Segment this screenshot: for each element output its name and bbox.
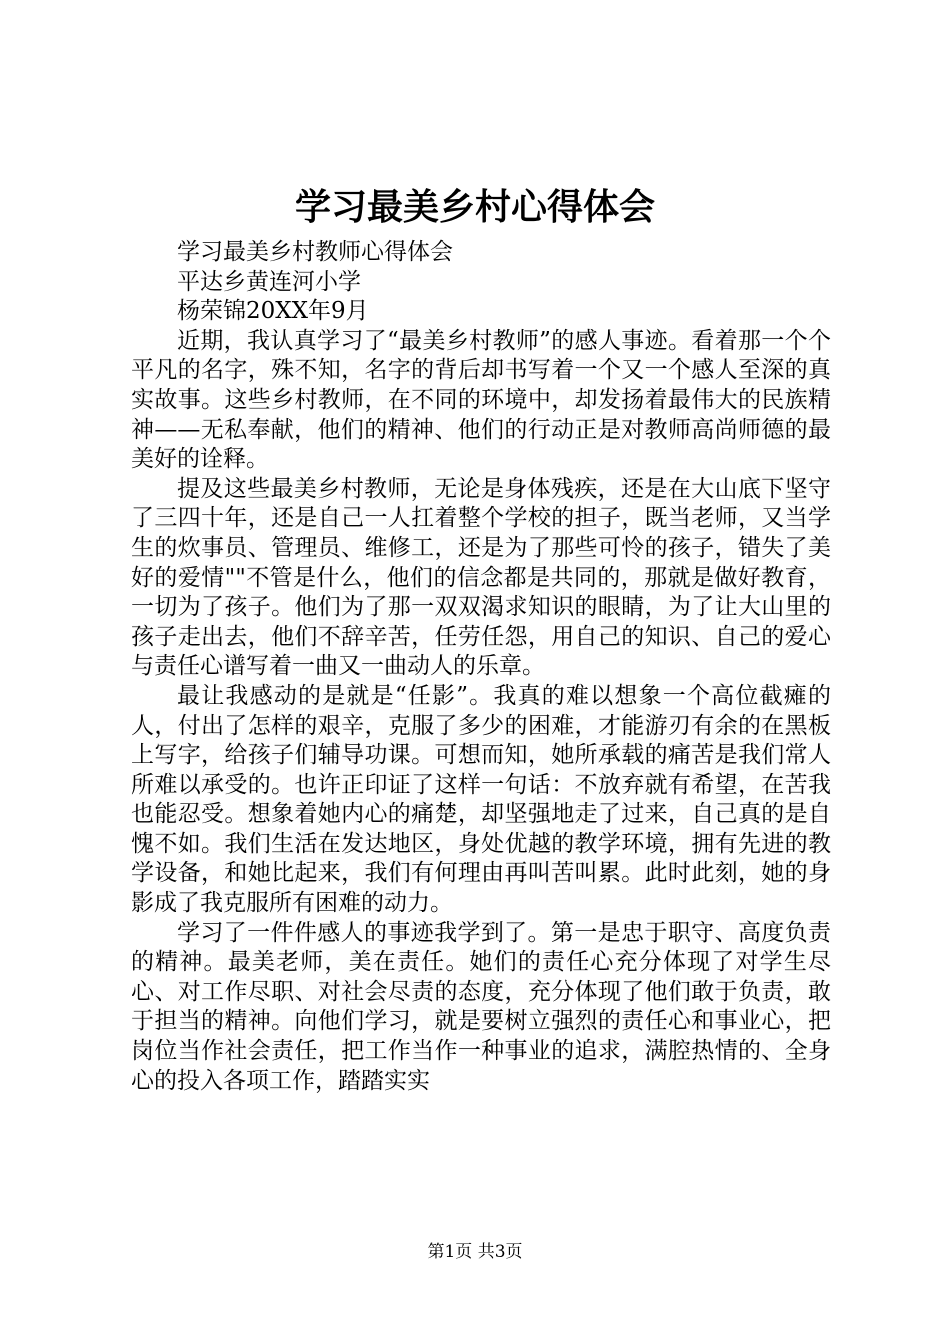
header-line-school: 平达乡黄连河小学 — [177, 268, 361, 295]
paragraph: 学习了一件件感人的事迹我学到了。第一是忠于职守、高度负责的精神。最美老师，美在责任。她们的责任心充分体现了对学生尽心、对工作尽职、对社会尽责的态度，充分体现了他们敢于负责，敢于担当的精神。向他们学习，就是要树立强烈的责任心和事业心，把岗位当作社会责任，把工作当作一种事业的追求，满腔热情的、全身心的投入各项工作，踏踏实实 — [131, 919, 831, 1094]
document-body — [131, 238, 831, 1096]
page-footer: 第1页 共3页 — [427, 1242, 523, 1262]
header-line-author-date: 杨荣锦20XX年9月 — [177, 298, 369, 325]
paragraph: 近期，我认真学习了“最美乡村教师”的感人事迹。看着那一个个平凡的名字，殊不知，名字的背后却书写着一个又一个感人至深的真实故事。这些乡村教师，在不同的环境中，却发扬着最伟大的民族精神——无私奉献，他们的精神、他们的行动正是对教师高尚师德的最美好的诠释。 — [131, 327, 831, 473]
document-title: 学习最美乡村心得体会 — [294, 187, 655, 228]
header-line-subtitle: 学习最美乡村教师心得体会 — [177, 239, 453, 265]
paragraph: 提及这些最美乡村教师，无论是身体残疾，还是在大山底下坚守了三四十年，还是自己一人扛着整个学校的担子，既当老师，又当学生的炊事员、管理员、维修工，还是为了那些可怜的孩子，错失了美好的爱情""不管是什么，他们的信念都是共同的，那就是做好教育，一切为了孩子。他们为了那一双双渴求知识的眼睛，为了让大山里的孩子走出去，他们不辞辛苦，任劳任怨，用自己的知识、自己的爱心与责任心谱写着一曲又一曲动人的乐章。 — [131, 475, 831, 680]
paragraph: 最让我感动的是就是“任影”。我真的难以想象一个高位截瘫的人，付出了怎样的艰辛，克服了多少的困难，才能游刃有余的在黑板上写字，给孩子们辅导功课。可想而知，她所承载的痛苦是我们常人所难以承受的。也许正印证了这样一句话：不放弃就有希望，在苦我也能忍受。想象着她内心的痛楚，却坚强地走了过来，自己真的是自愧不如。我们生活在发达地区，身处优越的教学环境，拥有先进的教学设备，和她比起来，我们有何理由再叫苦叫累。此时此刻，她的身影成了我克服所有困难的动力。 — [131, 682, 831, 917]
